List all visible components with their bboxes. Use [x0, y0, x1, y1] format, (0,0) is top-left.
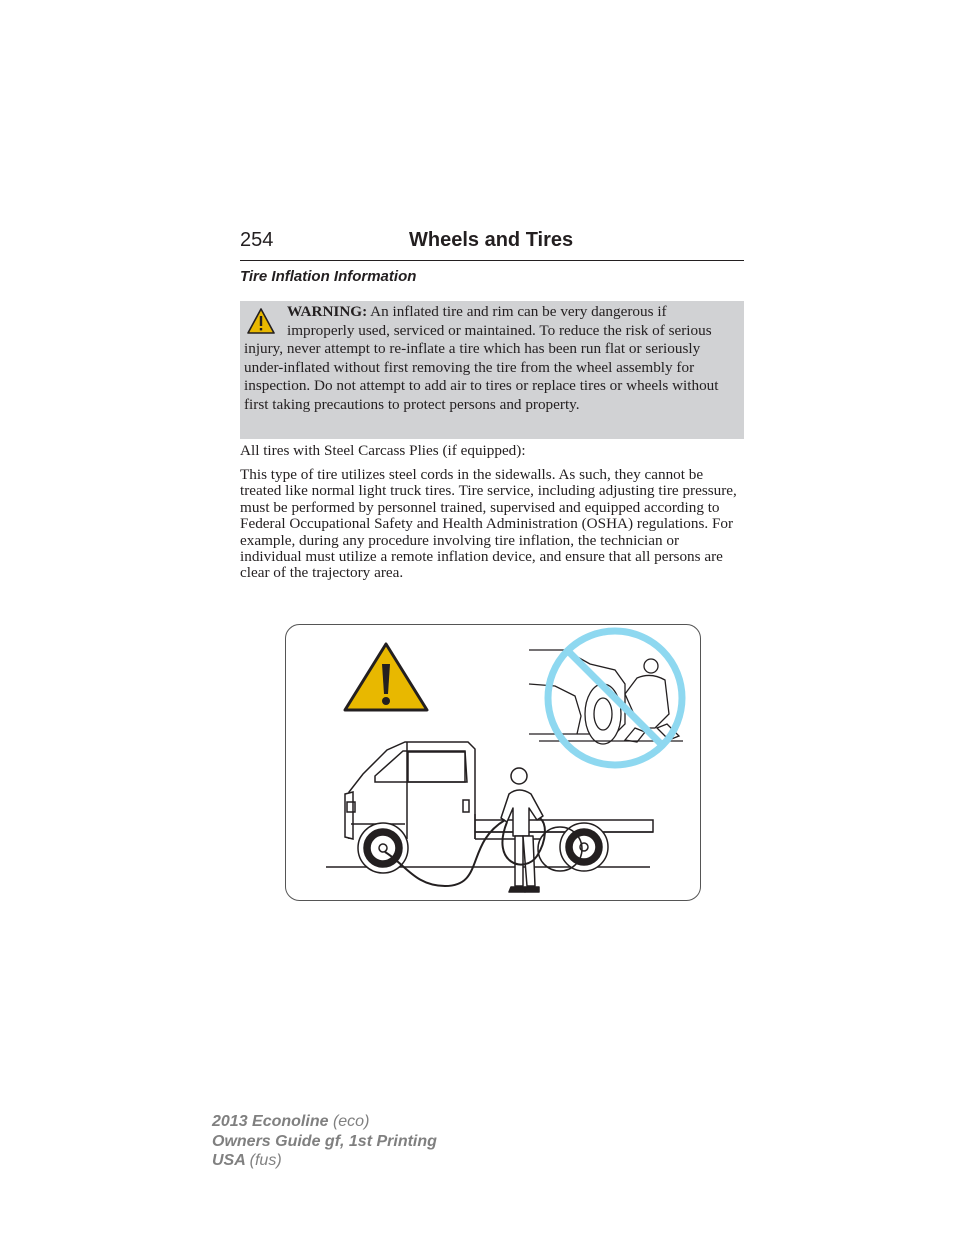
paragraph-steel-carcass: All tires with Steel Carcass Plies (if equipped): — [240, 442, 526, 459]
subheading: Tire Inflation Information — [240, 268, 417, 285]
footer-region-code: (fus) — [249, 1152, 282, 1169]
warning-box — [240, 301, 744, 439]
section-title: Wheels and Tires — [409, 229, 574, 251]
document-footer — [212, 1112, 437, 1171]
footer-region: USA — [212, 1152, 246, 1169]
warning-label: WARNING: — [287, 303, 368, 320]
front-wheel — [358, 823, 408, 873]
page-number: 254 — [240, 229, 274, 251]
warning-text-block — [244, 303, 737, 415]
warning-text: An inflated tire and rim can be very dangerous if improperly used, serviced or maintained. To reduce the risk of serious injury, never attempt to re-inflate a tire which has been run flat or seriously under-inflated without first removing the tire from the wheel assembly for inspection. Do not attempt to add air to tires or replace tires or wheels without first taking precautions to protect persons and property. — [244, 303, 719, 413]
page-header — [240, 229, 744, 261]
paragraph-tire-service: This type of tire utilizes steel cords in the sidewalls. As such, they cannot be treated like normal light truck tires. Tire service, including adjusting tire pressure, must be performed by personnel trained, supervised and equipped according to Federal Occupational Safety and Health Administration (OSHA) regulations. For example, during any procedure involving tire inflation, the technician or individual must utilize a remote inflation device, and ensure that all persons are clear of the trajectory area. — [240, 466, 737, 582]
tire-inflation-illustration — [285, 624, 701, 901]
footer-line-2: Owners Guide gf, 1st Printing — [212, 1132, 437, 1150]
footer-line-1 — [212, 1112, 437, 1132]
footer-model-code: (eco) — [332, 1113, 370, 1130]
footer-model: 2013 Econoline — [212, 1113, 329, 1130]
footer-line-3 — [212, 1151, 437, 1171]
